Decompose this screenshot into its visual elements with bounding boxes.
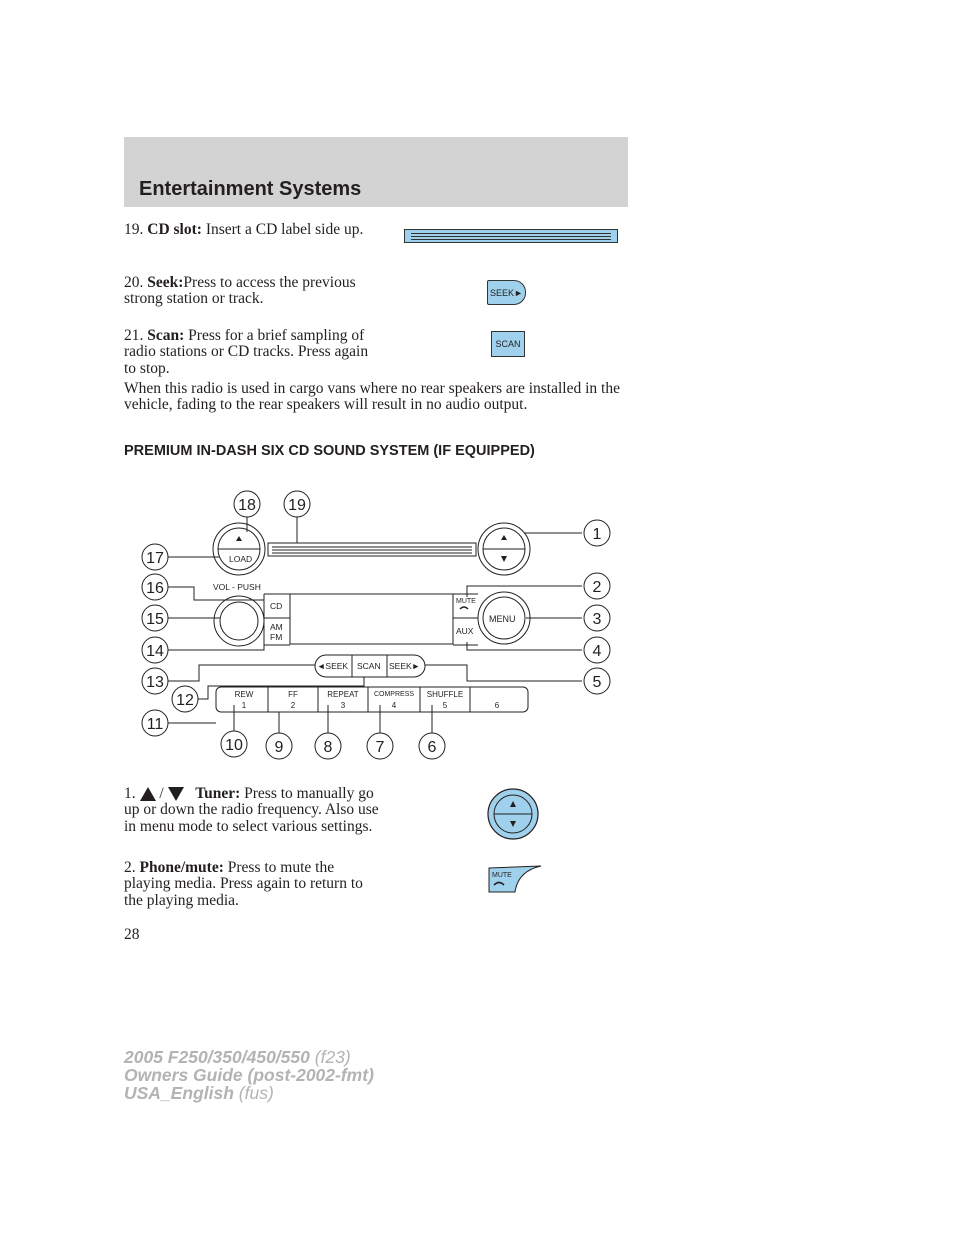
footer-model-code: (f23)	[314, 1047, 351, 1067]
item-label: Seek:	[147, 274, 184, 291]
item-text: Insert a CD label side up.	[205, 221, 364, 238]
separator: /	[159, 785, 164, 802]
arrow-up-icon	[140, 787, 156, 801]
callout-11: 11	[146, 716, 164, 733]
callout-5: 5	[592, 674, 602, 691]
footer-guide: Owners Guide (post-2002-fmt)	[124, 1065, 374, 1085]
preset-2-num: 2	[290, 701, 296, 710]
cd-label: CD	[270, 601, 283, 611]
vol-label: VOL - PUSH	[213, 582, 261, 592]
callout-7: 7	[375, 739, 385, 756]
preset-3-label: REPEAT	[327, 690, 359, 699]
item-label: Tuner:	[195, 785, 241, 802]
seek-left-label: ◄SEEK	[317, 661, 349, 671]
item-1	[124, 786, 384, 835]
preset-2-label: FF	[288, 690, 298, 699]
callout-15: 15	[146, 611, 164, 628]
item-number: 21.	[124, 327, 144, 344]
callout-18: 18	[238, 497, 256, 514]
callout-6: 6	[427, 739, 437, 756]
mute-button-label: MUTE	[492, 872, 512, 879]
callout-13: 13	[146, 674, 164, 691]
preset-4-label: COMPRESS	[373, 691, 415, 698]
scan-label: SCAN	[357, 661, 381, 671]
menu-label: MENU	[489, 614, 516, 624]
callout-4: 4	[592, 643, 602, 660]
seek-right-label: SEEK►	[389, 661, 421, 671]
callout-19: 19	[288, 497, 306, 514]
callout-12: 12	[176, 692, 194, 709]
preset-5-num: 5	[442, 701, 448, 710]
preset-6-num: 6	[494, 701, 500, 710]
scan-button-icon: SCAN	[491, 331, 525, 357]
item-text: Press for a brief sampling of radio stations or CD tracks. Press again to stop.	[124, 327, 369, 377]
callout-16: 16	[146, 580, 164, 597]
load-label: LOAD	[229, 554, 253, 564]
callout-14: 14	[146, 643, 164, 660]
footer	[124, 1048, 374, 1102]
callout-3: 3	[592, 611, 602, 628]
item-2	[124, 860, 376, 909]
mute-button-icon	[488, 865, 544, 893]
preset-5-label: SHUFFLE	[426, 690, 464, 699]
mute-label: MUTE	[456, 598, 476, 605]
callout-8: 8	[323, 739, 333, 756]
rear-speaker-note: When this radio is used in cargo vans where no rear speakers are installed in the vehicle, fading to the rear speakers will result in no audio output.	[124, 380, 620, 414]
arrow-down-icon	[168, 787, 184, 801]
item-number: 19.	[124, 221, 144, 238]
fm-label: FM	[270, 632, 283, 642]
am-label: AM	[270, 622, 283, 632]
preset-4-num: 4	[391, 701, 397, 710]
preset-3-num: 3	[340, 701, 346, 710]
preset-1-num: 1	[241, 701, 247, 710]
item-number: 1.	[124, 785, 136, 802]
footer-model: 2005 F250/350/450/550	[124, 1047, 310, 1067]
callout-17: 17	[146, 550, 164, 567]
item-label: Phone/mute:	[139, 859, 224, 876]
item-label: CD slot:	[147, 221, 202, 238]
aux-label: AUX	[456, 626, 474, 636]
page-number: 28	[124, 926, 140, 943]
footer-locale: USA_English	[124, 1083, 234, 1103]
section-heading: PREMIUM IN-DASH SIX CD SOUND SYSTEM (IF EQUIPPED)	[124, 443, 535, 459]
item-text: Press to mute the playing media. Press again to return to the playing media.	[124, 859, 363, 909]
section-title: Entertainment Systems	[139, 178, 362, 200]
preset-1-label: REW	[234, 690, 254, 699]
item-text: Press to manually go up or down the radio frequency. Also use in menu mode to select various settings.	[124, 785, 379, 835]
item-number: 2.	[124, 859, 136, 876]
item-label: Scan:	[147, 327, 185, 344]
callout-9: 9	[274, 739, 284, 756]
item-text: Press to access the previous strong station or track.	[124, 274, 356, 308]
seek-button-icon: SEEK►	[487, 280, 526, 305]
callout-1: 1	[592, 526, 602, 543]
callout-2: 2	[592, 579, 602, 596]
tuner-knob-icon	[486, 787, 540, 841]
item-number: 20.	[124, 274, 144, 291]
footer-locale-code: (fus)	[238, 1083, 274, 1103]
callout-10: 10	[225, 737, 243, 754]
